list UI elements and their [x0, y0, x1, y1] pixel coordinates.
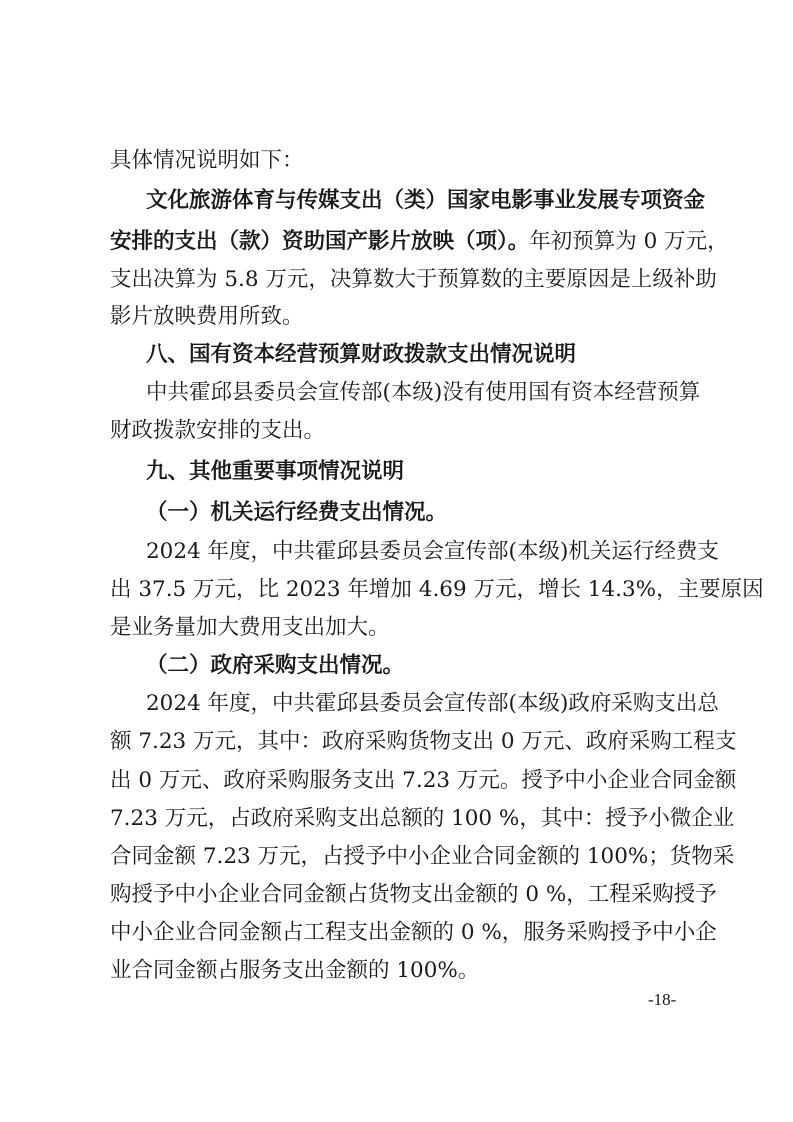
section9-sub2-line5: 合同金额 7.23 万元，占授予中小企业合同金额的 100%；货物采	[110, 844, 735, 869]
film-item-line2	[110, 222, 729, 262]
intro-text: 具体情况说明如下：	[110, 148, 304, 173]
film-item-heading-line1: 文化旅游体育与传媒支出（类）国家电影事业发展专项资金	[146, 188, 706, 213]
section9-sub2-line8: 业合同金额占服务支出金额的 100%。	[110, 958, 480, 983]
film-item-budget-text: 年初预算为 0 万元，	[529, 229, 729, 254]
section9-sub2-line4: 7.23 万元，占政府采购支出总额的 100 %，其中：授予小微企业	[110, 806, 735, 831]
section9-sub1-line1: 2024 年度，中共霍邱县委员会宣传部(本级)机关运行经费支	[146, 539, 719, 564]
section9-sub2-line7: 中小企业合同金额占工程支出金额的 0 %，服务采购授予中小企	[110, 920, 717, 945]
section8-heading: 八、国有资本经营预算财政拨款支出情况说明	[146, 342, 577, 367]
section9-sub2-line1: 2024 年度，中共霍邱县委员会宣传部(本级)政府采购支出总	[146, 691, 719, 716]
section9-sub2-line3: 出 0 万元、政府采购服务支出 7.23 万元。授予中小企业合同金额	[110, 768, 737, 793]
section8-line2: 财政拨款安排的支出。	[110, 418, 326, 443]
section9-sub1-heading: （一）机关运行经费支出情况。	[146, 500, 448, 525]
film-item-heading-line2: 安排的支出（款）资助国产影片放映（项）。	[110, 229, 530, 254]
section9-sub1-line3: 是业务量加大费用支出加大。	[110, 615, 390, 640]
section9-sub1-line2: 出 37.5 万元，比 2023 年增加 4.69 万元，增长 14.3%，主要原因	[110, 577, 764, 602]
section8-line1: 中共霍邱县委员会宣传部(本级)没有使用国有资本经营预算	[146, 380, 701, 405]
film-item-line3: 支出决算为 5.8 万元，决算数大于预算数的主要原因是上级补助	[110, 267, 717, 292]
section9-sub2-line6: 购授予中小企业合同金额占货物支出金额的 0 %，工程采购授予	[110, 882, 717, 907]
section9-sub2-line2: 额 7.23 万元，其中：政府采购货物支出 0 万元、政府采购工程支	[110, 729, 737, 754]
film-item-line4: 影片放映费用所致。	[110, 304, 304, 329]
section9-sub2-heading: （二）政府采购支出情况。	[146, 653, 405, 678]
page-number: -18-	[648, 990, 677, 1009]
section9-heading: 九、其他重要事项情况说明	[146, 459, 405, 484]
